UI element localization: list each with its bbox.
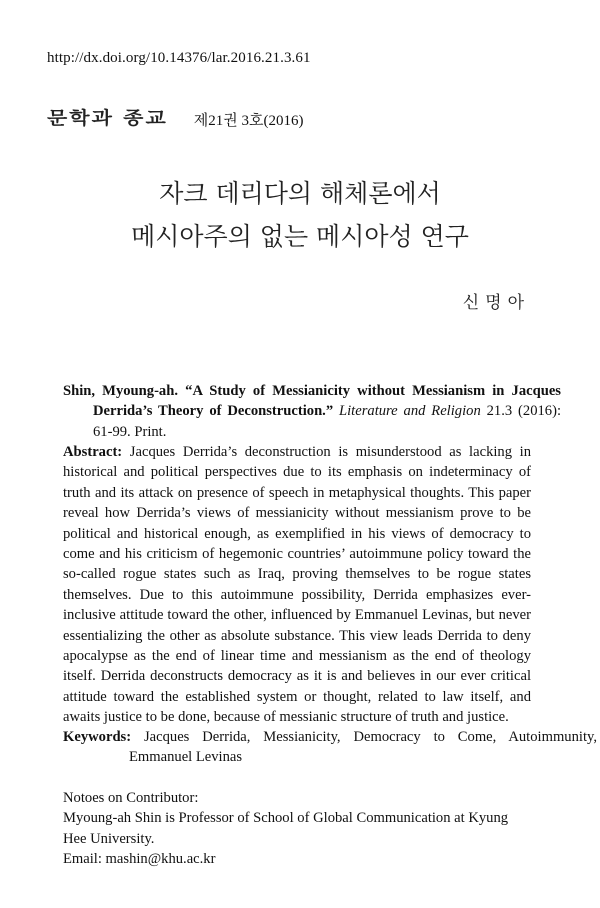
journal-logo: 문학과 종교 [47,107,168,129]
paper-author: 신명아 [462,293,530,313]
journal-header [47,102,303,132]
abstract-label: Abstract: [63,444,123,460]
paper-title-line-2: 메시아주의 없는 메시아성 연구 [131,222,469,251]
keywords-label: Keywords: [63,729,132,745]
notes-heading: Notoes on Contributor: [63,790,199,806]
journal-issue: 제21권 3호(2016) [193,113,304,129]
notes-bio: Myoung-ah Shin is Professor of School of Global Communication at Kyung Hee University. [63,810,509,847]
citation-journal: Literature and Religion [339,403,481,420]
abstract [63,442,531,728]
keywords-text: Jacques Derrida, Messianicity, Democracy to Come, Autoimmunity, Emmanuel Levinas [129,729,597,766]
citation [63,381,561,442]
citation-author: Shin, Myoung-ah. [63,383,178,399]
contributor-notes [63,788,531,870]
citation-title: “A Study of Messianicity without Messianism in Jacques Derrida’s Theory of Deconstruction.” [93,383,561,420]
paper-title-line-1: 자크 데리다의 해체론에서 [159,179,441,208]
keywords [63,727,597,768]
notes-email[interactable]: Email: mashin@khu.ac.kr [63,851,216,868]
abstract-text: Jacques Derrida’s deconstruction is misunderstood as lacking in historical and political perspectives due to its emphasis on indeterminacy of truth and its attack on presence of speech in metaphysical thoughts. This paper reveal how Derrida’s views of messianicity without messianism prove to be political and historical enough, as exemplified in his views of democracy to come and his criticism of hegemonic countries’ autoimmune policy toward the so-called rogue states such as Iraq, proving themselves to be rogue states themselves. Due to this autoimmune possibility, Derrida emphasizes ever-inclusive attitude toward the other, influenced by Emmanuel Levinas, but never essentializing the other as absolute substance. This view leads Derrida to deny apocalypse as the end of linear time and messianism as the end of theology itself. Derrida deconstructs democracy as it is and believes in our ever critical attitude toward the established system or thought, related to law itself, and awaits justice to be done, because of messianic structure of truth and justice. [63,444,531,726]
citation-details: 21.3 (2016): 61-99. Print. [93,403,561,440]
doi-link[interactable]: http://dx.doi.org/10.14376/lar.2016.21.3.61 [47,50,311,66]
